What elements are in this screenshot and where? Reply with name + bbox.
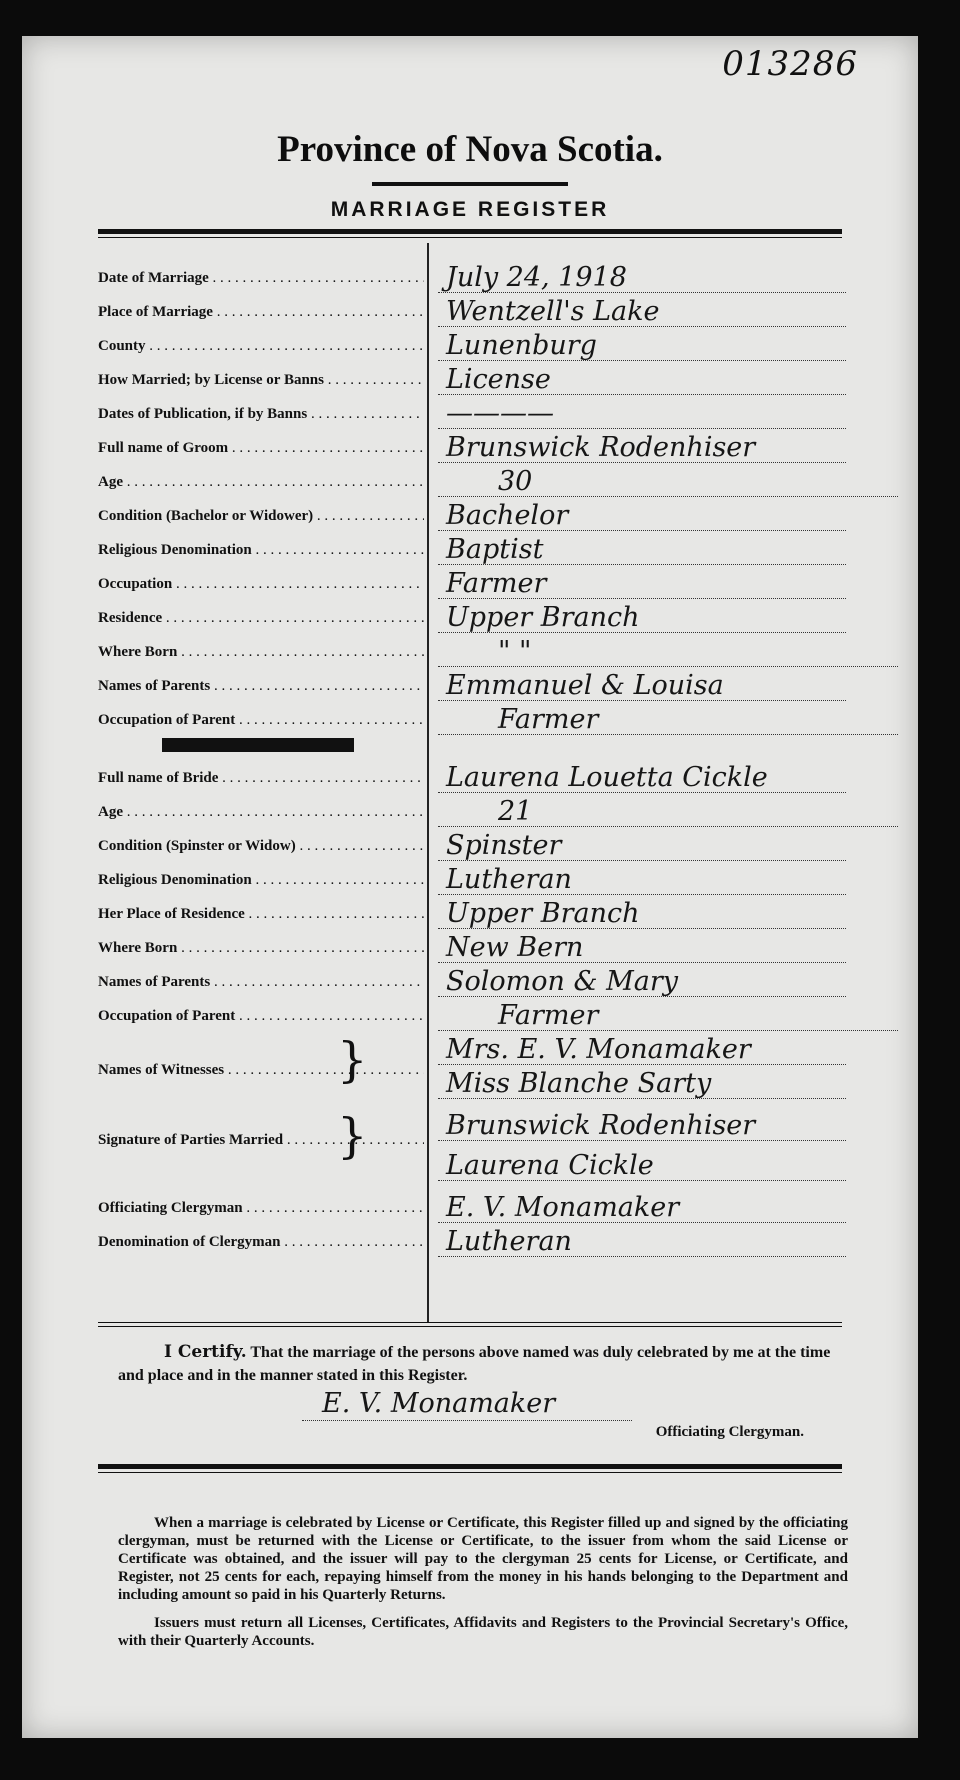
- groom-parent-occupation-value: Farmer: [438, 704, 898, 735]
- clergy-signature-caption: Officiating Clergyman.: [655, 1424, 804, 1440]
- notice-rule: [98, 1464, 842, 1469]
- field-county: County . . . Lunenburg: [98, 332, 842, 366]
- groom-occupation-value: Farmer: [438, 568, 846, 599]
- groom-where-born-value: " ": [438, 636, 898, 667]
- field-groom-name: Full name of Groom . . . Brunswick Rodenhiser: [98, 434, 842, 468]
- notice-text: [118, 1514, 848, 1660]
- groom-condition-value: Bachelor: [438, 500, 846, 531]
- field-groom-occupation: Occupation . . . Farmer: [98, 570, 842, 604]
- field-how-married: How Married; by License or Banns . . . License: [98, 366, 842, 400]
- field-officiating-clergyman: Officiating Clergyman . . . E. V. Monamaker: [98, 1194, 842, 1228]
- dates-of-publication-value: ————: [438, 398, 846, 429]
- certify-text: That the marriage of the persons above named was duly celebrated by me at the time and place and in the manner stated in this Register.: [118, 1344, 831, 1384]
- bride-age-value: 21: [438, 796, 898, 827]
- field-bride-parent-occupation: Occupation of Parent . . . Farmer: [98, 1002, 842, 1036]
- field-groom-where-born: Where Born . . . " ": [98, 638, 842, 672]
- how-married-value: License: [438, 364, 846, 395]
- bride-residence-value: Upper Branch: [438, 898, 846, 929]
- bride-condition-value: Spinster: [438, 830, 846, 861]
- witnesses-brace: }: [337, 1032, 368, 1088]
- field-bride-condition: Condition (Spinster or Widow) . . . Spinster: [98, 832, 842, 866]
- register-form: [22, 36, 918, 1738]
- certify-rule-top-2: [98, 1326, 842, 1327]
- field-groom-residence: Residence . . . Upper Branch: [98, 604, 842, 638]
- certification-statement: [118, 1341, 848, 1387]
- clergyman-value: E. V. Monamaker: [438, 1192, 846, 1223]
- form-subtitle: MARRIAGE REGISTER: [330, 198, 610, 221]
- field-signatures: Signature of Parties Married . . . Laurena Cickle: [98, 1152, 842, 1186]
- witness-2-value: Miss Blanche Sarty: [438, 1068, 846, 1099]
- county-value: Lunenburg: [438, 330, 846, 361]
- form-title: Province of Nova Scotia.: [277, 129, 663, 170]
- field-groom-condition: Condition (Bachelor or Widower) . . . Bachelor: [98, 502, 842, 536]
- document-number: 013286: [722, 44, 858, 84]
- field-bride-religion: Religious Denomination . . . Lutheran: [98, 866, 842, 900]
- bride-parents-value: Solomon & Mary: [438, 966, 846, 997]
- field-clergy-denomination: Denomination of Clergyman . . . Lutheran: [98, 1228, 842, 1262]
- header-rule: [98, 229, 842, 234]
- field-groom-parents: Names of Parents . . . Emmanuel & Louisa: [98, 672, 842, 706]
- groom-religion-value: Baptist: [438, 534, 846, 565]
- field-place-of-marriage: Place of Marriage . . . Wentzell's Lake: [98, 298, 842, 332]
- clergy-signature: E. V. Monamaker: [302, 1388, 632, 1421]
- field-groom-age: Age . . . 30: [98, 468, 842, 502]
- field-dates-of-publication: Dates of Publication, if by Banns . . . ————: [98, 400, 842, 434]
- field-bride-parents: Names of Parents . . . Solomon & Mary: [98, 968, 842, 1002]
- field-groom-parent-occupation: Occupation of Parent . . . Farmer: [98, 706, 842, 740]
- place-of-marriage-value: Wentzell's Lake: [438, 296, 846, 327]
- signatures-brace: }: [337, 1108, 368, 1164]
- groom-residence-value: Upper Branch: [438, 602, 846, 633]
- witness-1-value: Mrs. E. V. Monamaker: [438, 1034, 846, 1065]
- field-bride-name: Full name of Bride . . . Laurena Louetta Cickle: [98, 764, 842, 798]
- notice-paragraph-2: Issuers must return all Licenses, Certificates, Affidavits and Registers to the Provincial Secretary's Office, with their Quarterly Accounts.: [118, 1615, 848, 1649]
- groom-name-value: Brunswick Rodenhiser: [438, 432, 846, 463]
- signature-groom-value: Brunswick Rodenhiser: [438, 1110, 846, 1141]
- header-rule-thin: [98, 237, 842, 238]
- bride-religion-value: Lutheran: [438, 864, 846, 895]
- notice-rule-thin: [98, 1472, 842, 1473]
- field-groom-religion: Religious Denomination . . . Baptist: [98, 536, 842, 570]
- bride-parent-occupation-value: Farmer: [438, 1000, 898, 1031]
- clergy-denomination-value: Lutheran: [438, 1226, 846, 1257]
- certify-rule-top: [98, 1322, 842, 1323]
- title-divider: [372, 182, 568, 186]
- field-date-of-marriage: Date of Marriage . . . July 24, 1918: [98, 264, 842, 298]
- groom-age-value: 30: [438, 466, 898, 497]
- notice-paragraph-1: When a marriage is celebrated by License or Certificate, this Register filled up and signed by the officiating clergyman, must be returned with the License or Certificate, to the issuer from whom the said License or Certificate was obtained, and the issuer will pay to the clergyman 25 cents for License, or Certificate, and Register, not 25 cents for each, repaying himself from the money in his hands belonging to the Department and including amount so paid in his Quarterly Returns.: [118, 1515, 848, 1603]
- bride-where-born-value: New Bern: [438, 932, 846, 963]
- field-bride-age: Age . . . 21: [98, 798, 842, 832]
- field-witnesses: Names of Witnesses . . . Miss Blanche Sarty: [98, 1070, 842, 1104]
- field-bride-residence: Her Place of Residence . . . Upper Branch: [98, 900, 842, 934]
- signature-bride-value: Laurena Cickle: [438, 1150, 846, 1181]
- field-bride-where-born: Where Born . . . New Bern: [98, 934, 842, 968]
- date-of-marriage-value: July 24, 1918: [438, 262, 846, 293]
- groom-parents-value: Emmanuel & Louisa: [438, 670, 846, 701]
- bride-name-value: Laurena Louetta Cickle: [438, 762, 846, 793]
- section-divider-bar: [162, 738, 354, 752]
- certify-lead: I Certify.: [164, 1342, 247, 1362]
